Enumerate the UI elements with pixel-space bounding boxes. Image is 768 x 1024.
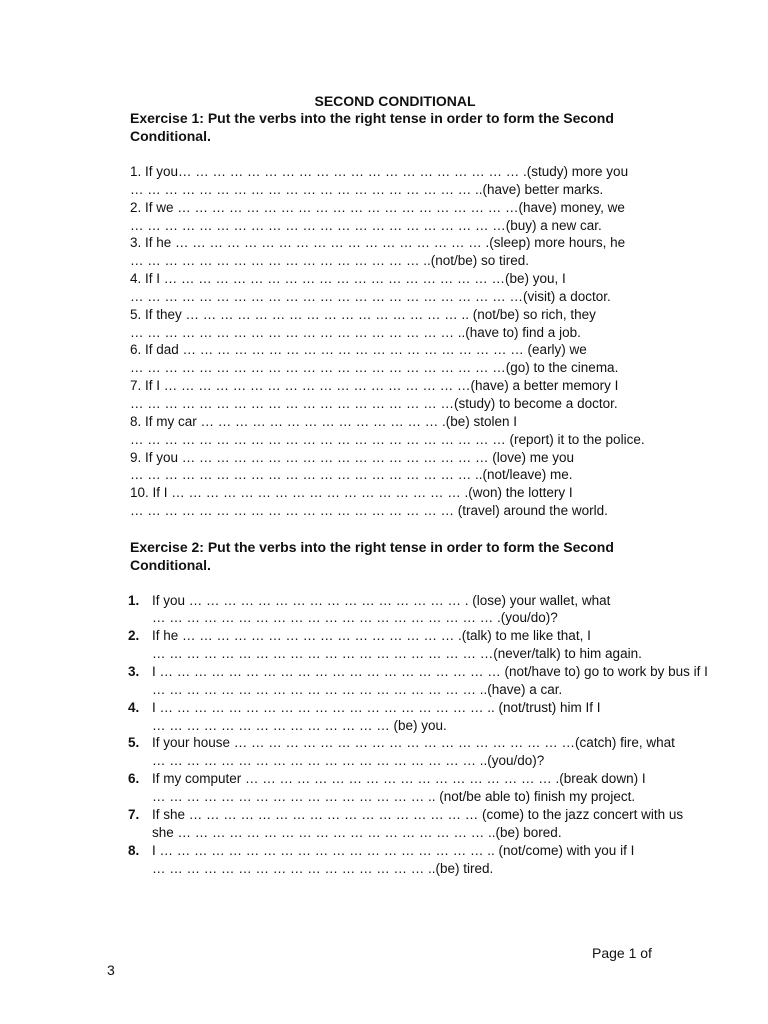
exercise-1-line: … … … … … … … … … … … … … … … … … … … … ..(not/leave) me. (130, 467, 573, 482)
item-number: 6. (128, 771, 140, 786)
exercise-1-line: 5. If they … … … … … … … … … … … … … … … … .. (not/be) so rich, they (130, 307, 596, 322)
exercise-2-heading: Exercise 2: Put the verbs into the right tense in order to form the Second Conditional. (130, 539, 614, 573)
exercise-1-line: 1. If you… … … … … … … … … … … … … … … … … … … … .(study) more you (130, 164, 629, 179)
exercise-2-line: … … … … … … … … … … … … … … … … … … … ..(you/do)? (152, 753, 545, 768)
item-number: 3. (128, 664, 140, 679)
exercise-1-line: 7. If I … … … … … … … … … … … … … … … … … …(have) a better memory I (130, 378, 619, 393)
exercise-1-line: … … … … … … … … … … … … … … … … … … … (travel) around the world. (130, 503, 608, 518)
exercise-1-line: … … … … … … … … … … … … … … … … … … … … … … (report) it to the police. (130, 432, 645, 447)
exercise-1-line: … … … … … … … … … … … … … … … … … ..(not/be) so tired. (130, 253, 530, 268)
exercise-2-line: I … … … … … … … … … … … … … … … … … … … … (not/have to) go to work by bus if I (152, 664, 708, 679)
page-total: 3 (107, 962, 115, 978)
exercise-2-line: … … … … … … … … … … … … … … (be) you. (152, 718, 447, 733)
exercise-2-line: … … … … … … … … … … … … … … … … … … … ..(have) a car. (152, 682, 563, 697)
exercise-1-line: … … … … … … … … … … … … … … … … … … … … ..(have) better marks. (130, 182, 604, 197)
page-title: SECOND CONDITIONAL (314, 93, 476, 109)
exercise-2-line: If your house … … … … … … … … … … … … … … … … … … … …(catch) fire, what (152, 735, 675, 750)
item-number: 5. (128, 735, 140, 750)
exercise-2-line: … … … … … … … … … … … … … … … … … … … …(never/talk) to him again. (152, 646, 642, 661)
page-number-label: Page 1 of (592, 945, 652, 961)
exercise-2-line: If he … … … … … … … … … … … … … … … … .(talk) to me like that, I (152, 628, 591, 643)
exercise-1-line: … … … … … … … … … … … … … … … … … … … ..(have to) find a job. (130, 325, 581, 340)
item-number: 1. (128, 593, 140, 608)
item-number: 7. (128, 807, 140, 822)
item-number: 2. (128, 628, 140, 643)
exercise-2-line: I … … … … … … … … … … … … … … … … … … … .. (not/trust) him If I (152, 700, 601, 715)
exercise-1-line: 10. If I … … … … … … … … … … … … … … … … … .(won) the lottery I (130, 485, 573, 500)
exercise-2-line: she … … … … … … … … … … … … … … … … … … ..(be) bored. (152, 825, 562, 840)
exercise-2-line: … … … … … … … … … … … … … … … … … … … … .(you/do)? (152, 610, 558, 625)
item-number: 4. (128, 700, 140, 715)
exercise-1-line: … … … … … … … … … … … … … … … … … … … … … … …(visit) a doctor. (130, 289, 611, 304)
item-number: 8. (128, 843, 140, 858)
exercise-2-line: I … … … … … … … … … … … … … … … … … … … .. (not/come) with you if I (152, 843, 635, 858)
exercise-1-line: 6. If dad … … … … … … … … … … … … … … … … … … … … (early) we (130, 342, 587, 357)
exercise-1-line: 9. If you … … … … … … … … … … … … … … … … … … (love) me you (130, 450, 575, 465)
exercise-2-line: If she … … … … … … … … … … … … … … … … … (come) to the jazz concert with us (152, 807, 684, 822)
exercise-1-line: … … … … … … … … … … … … … … … … … … …(study) to become a doctor. (130, 396, 618, 411)
exercise-2-line: … … … … … … … … … … … … … … … … .. (not/be able to) finish my project. (152, 789, 636, 804)
exercise-1-heading: Exercise 1: Put the verbs into the right tense in order to form the Second Conditional. (130, 110, 614, 144)
exercise-2-line: If my computer … … … … … … … … … … … … … … … … … … .(break down) I (152, 771, 646, 786)
exercise-1-line: 3. If he … … … … … … … … … … … … … … … … … … .(sleep) more hours, he (130, 235, 626, 250)
exercise-1-line: … … … … … … … … … … … … … … … … … … … … … …(buy) a new car. (130, 218, 602, 233)
exercise-1-line: 2. If we … … … … … … … … … … … … … … … … … … … …(have) money, we (130, 200, 625, 215)
exercise-2-line: … … … … … … … … … … … … … … … … ..(be) tired. (152, 861, 494, 876)
exercise-1-line: 8. If my car … … … … … … … … … … … … … … .(be) stolen I (130, 414, 518, 429)
exercise-1-line: … … … … … … … … … … … … … … … … … … … … … …(go) to the cinema. (130, 360, 619, 375)
exercise-1-line: 4. If I … … … … … … … … … … … … … … … … … … … …(be) you, I (130, 271, 566, 286)
exercise-2-line: If you … … … … … … … … … … … … … … … … . (lose) your wallet, what (152, 593, 611, 608)
